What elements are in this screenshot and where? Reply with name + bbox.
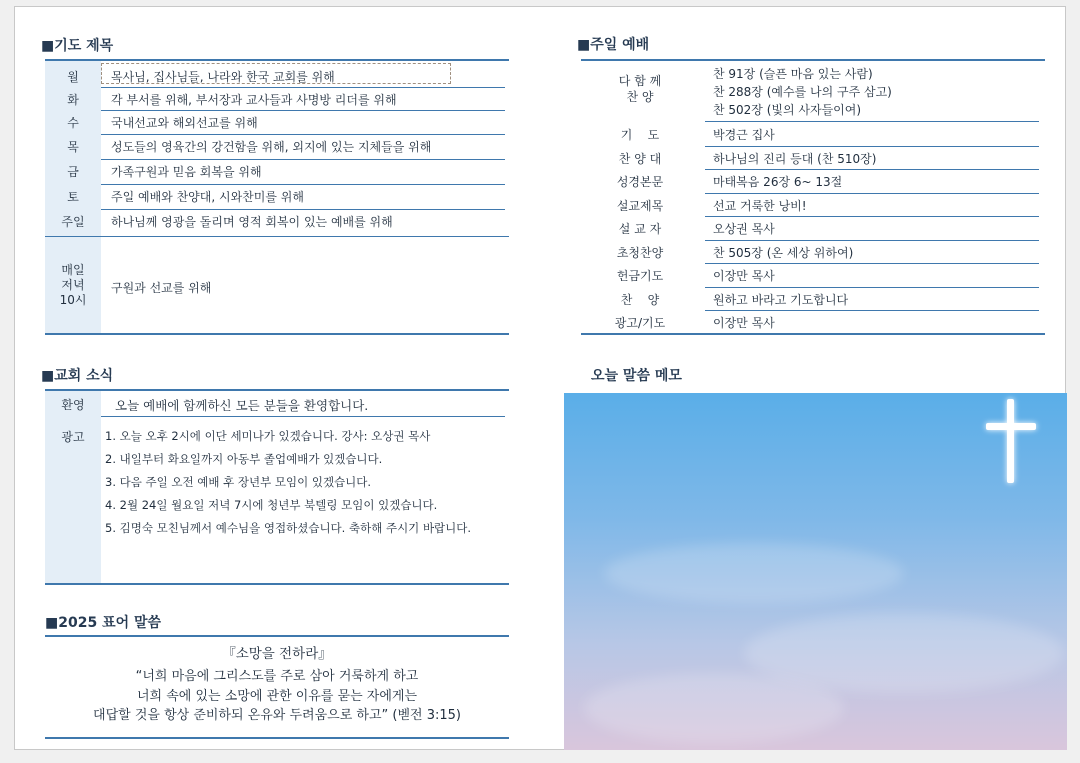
worship-row-divider [705, 263, 1039, 264]
hymn-2: 찬 288장 (예수를 나의 구주 삼고) [713, 85, 892, 99]
selection-box [101, 63, 451, 84]
worship-item-value: 박경근 집사 [713, 128, 775, 142]
prayer-row-divider [101, 159, 505, 160]
motto-top-rule [45, 635, 509, 637]
prayer-top-rule [45, 59, 509, 61]
prayer-day-text: 하나님께 영광을 돌리며 영적 회복이 있는 예배를 위해 [111, 215, 393, 229]
hymn-1: 찬 91장 (슬픈 마음 있는 사람) [713, 67, 873, 81]
worship-item-value: 마태복음 26장 6~ 13절 [713, 175, 843, 189]
worship-row-divider [705, 310, 1039, 311]
prayer-day-label: 주일 [61, 215, 85, 229]
worship-row-divider [705, 216, 1039, 217]
motto-line-1: “너희 마음에 그리스도를 주로 삼아 거룩하게 하고 [135, 669, 419, 684]
memo-title: 오늘 말씀 메모 [591, 368, 682, 384]
memo-sky-image [564, 393, 1067, 750]
prayer-bottom-rule [45, 333, 509, 335]
news-bottom-rule [45, 583, 509, 585]
prayer-row-divider [101, 134, 505, 135]
bulletin-page [14, 6, 1066, 750]
hymn-divider [705, 121, 1039, 122]
worship-item-label: 설 교 자 [618, 222, 662, 236]
prayer-title: ■기도 제목 [41, 38, 114, 54]
worship-row-divider [705, 169, 1039, 170]
prayer-day-label: 수 [67, 116, 79, 130]
worship-item-value: 이장만 목사 [713, 269, 775, 283]
evening-label: 매일 저녁 10시 [59, 263, 87, 307]
prayer-day-text: 목사님, 집사님들, 나라와 한국 교회를 위해 [111, 70, 335, 84]
worship-item-label: 헌금기도 [616, 269, 664, 283]
worship-item-label: 광고/기도 [614, 316, 666, 330]
prayer-row-divider [101, 209, 505, 210]
prayer-day-label: 화 [67, 93, 79, 107]
prayer-row-divider [101, 87, 505, 88]
cross-icon [976, 393, 1046, 491]
worship-row-divider [705, 146, 1039, 147]
ad-item: 5. 김명숙 모친님께서 예수님을 영접하셨습니다. 축하해 주시기 바랍니다. [105, 521, 472, 535]
motto-bottom-rule [45, 737, 509, 739]
motto-line-3: 대답할 것을 항상 준비하되 온유와 두려움으로 하고” (벧전 3:15) [93, 708, 461, 723]
worship-item-label: 초청찬양 [616, 246, 664, 260]
worship-item-label: 성경본문 [616, 175, 664, 189]
worship-item-value: 찬 505장 (온 세상 위하여) [713, 246, 854, 260]
news-top-rule [45, 389, 509, 391]
ad-item: 4. 2월 24일 월요일 저녁 7시에 청년부 북텔링 모임이 있겠습니다. [105, 498, 438, 512]
worship-item-value: 원하고 바라고 기도합니다 [713, 293, 849, 307]
worship-row-divider [705, 287, 1039, 288]
hymn-3: 찬 502장 (빛의 사자들이여) [713, 103, 862, 117]
motto-title: ■2025 표어 말씀 [45, 615, 162, 631]
welcome-divider [101, 416, 505, 417]
welcome-label: 환영 [61, 398, 85, 412]
hymn-label: 다 함 께 찬 양 [618, 74, 662, 104]
motto-heading: 『소망을 전하라』 [222, 646, 332, 662]
prayer-day-text: 성도들의 영육간의 강건함을 위해, 외지에 있는 지체들을 위해 [111, 140, 432, 154]
ad-item: 1. 오늘 오후 2시에 이단 세미나가 있겠습니다. 강사: 오상권 목사 [105, 429, 431, 443]
worship-item-value: 이장만 목사 [713, 316, 775, 330]
ad-item: 3. 다음 주일 오전 예배 후 장년부 모임이 있겠습니다. [105, 475, 372, 489]
prayer-divider [45, 236, 509, 237]
worship-top-rule [581, 59, 1045, 61]
worship-title: ■주일 예배 [577, 37, 650, 53]
prayer-day-text: 각 부서를 위해, 부서장과 교사들과 사명방 리더를 위해 [111, 93, 397, 107]
prayer-day-label: 토 [67, 190, 79, 204]
motto-line-2: 너희 속에 있는 소망에 관한 이유를 묻는 자에게는 [136, 689, 418, 704]
worship-item-label: 기 도 [620, 128, 660, 142]
worship-item-label: 설교제목 [616, 199, 664, 213]
prayer-day-text: 가족구원과 믿음 회복을 위해 [111, 165, 262, 179]
prayer-day-text: 국내선교와 해외선교를 위해 [111, 116, 258, 130]
ad-label: 광고 [61, 430, 85, 444]
welcome-text: 오늘 예배에 함께하신 모든 분들을 환영합니다. [115, 398, 369, 413]
worship-item-label: 찬 양 [620, 293, 660, 307]
worship-row-divider [705, 240, 1039, 241]
worship-item-value: 오상권 목사 [713, 222, 775, 236]
ad-item: 2. 내일부터 화요일까지 아동부 졸업예배가 있겠습니다. [105, 452, 383, 466]
prayer-row-divider [101, 110, 505, 111]
evening-text: 구원과 선교를 위해 [111, 281, 212, 295]
prayer-day-label: 금 [67, 165, 79, 179]
news-label-column [45, 391, 101, 583]
worship-item-value: 하나님의 진리 등대 (찬 510장) [713, 152, 877, 166]
worship-item-value: 선교 거룩한 낭비! [713, 199, 807, 213]
worship-bottom-rule [581, 333, 1045, 335]
prayer-day-label: 목 [67, 140, 79, 154]
prayer-row-divider [101, 184, 505, 185]
news-title: ■교회 소식 [41, 368, 114, 384]
worship-item-label: 찬 양 대 [618, 152, 662, 166]
prayer-day-label: 월 [67, 70, 79, 84]
worship-row-divider [705, 193, 1039, 194]
prayer-day-text: 주일 예배와 찬양대, 시와찬미를 위해 [111, 190, 304, 204]
